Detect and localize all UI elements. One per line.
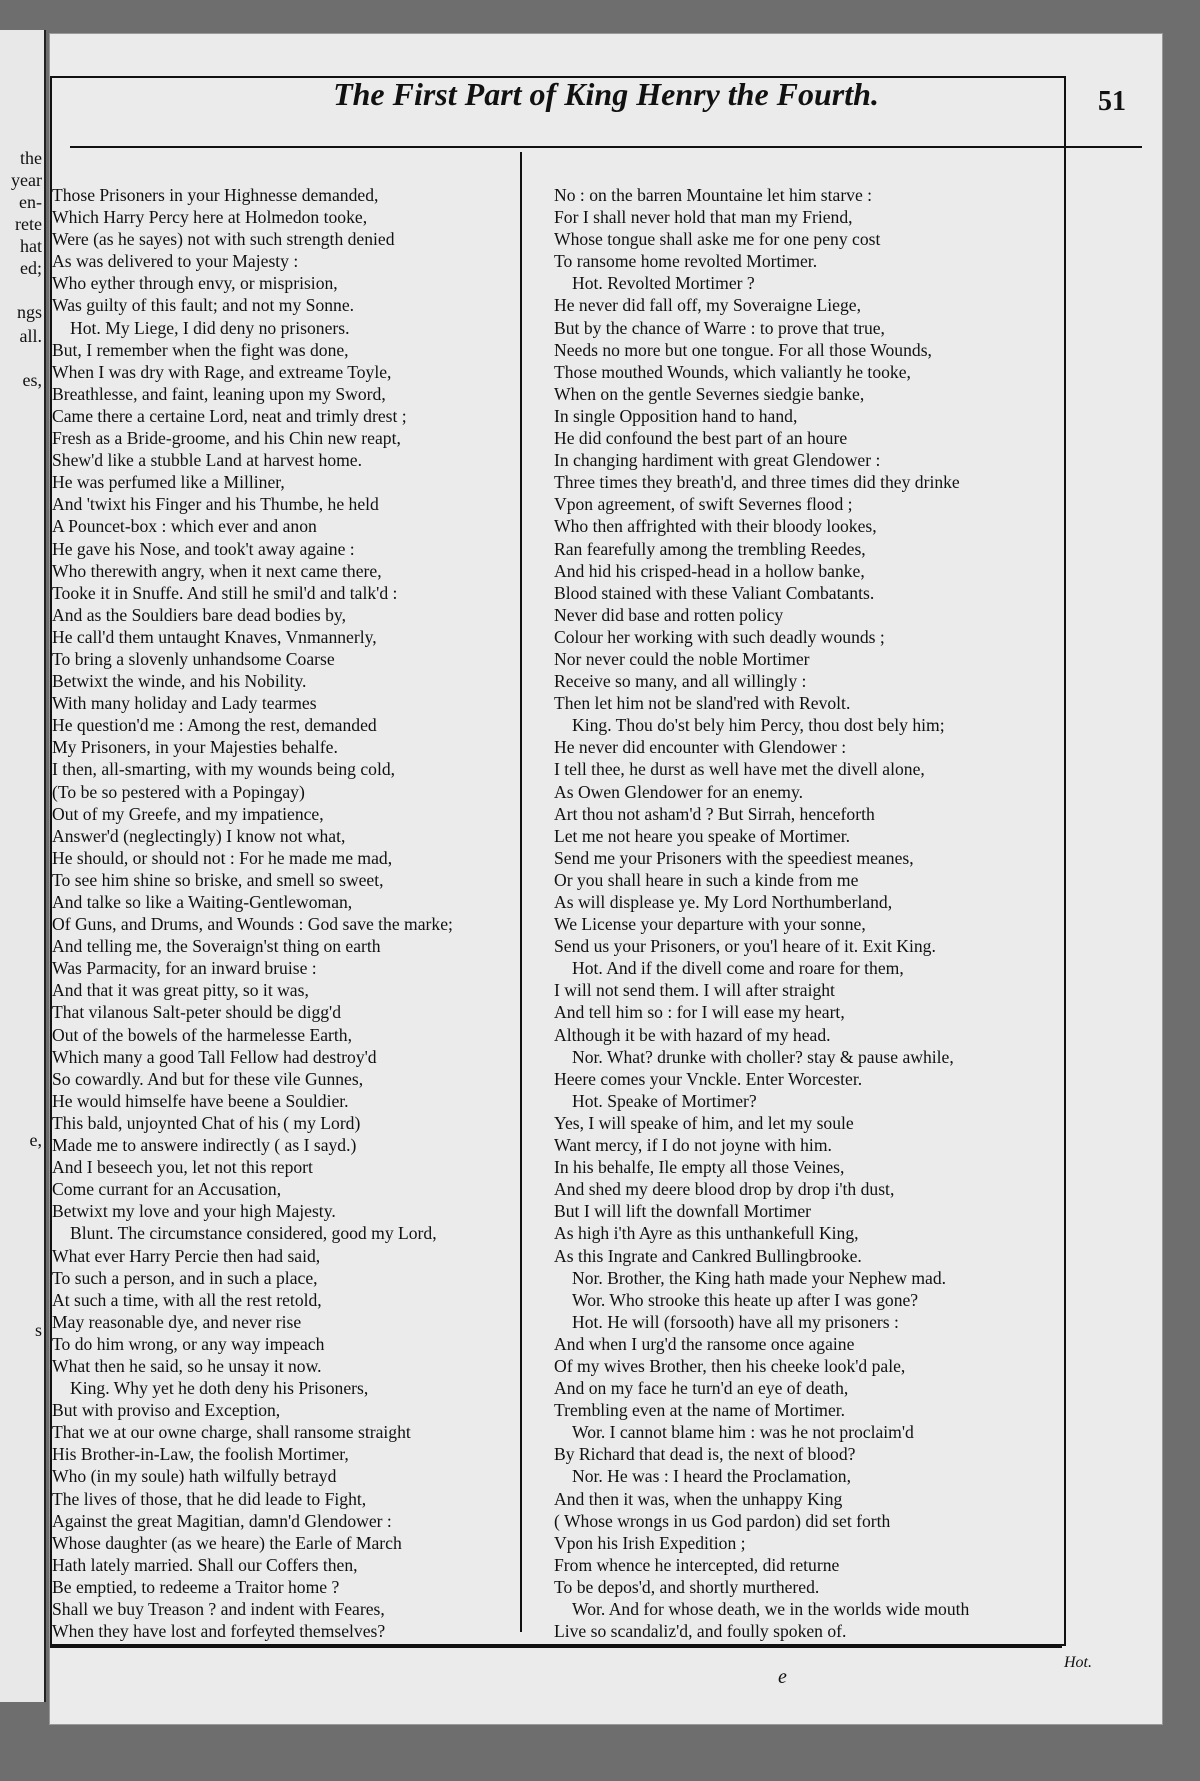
text-line: At such a time, with all the rest retold, (52, 1289, 322, 1310)
text-line: As Owen Glendower for an enemy. (554, 781, 804, 802)
prev-page-fragment: year (11, 170, 42, 190)
prev-page-fragment: ed; (20, 258, 42, 278)
text-line: His Brother-in-Law, the foolish Mortimer, (52, 1444, 349, 1465)
text-line: Vpon his Irish Expedition ; (554, 1532, 746, 1553)
text-line: A Pouncet-box : which ever and anon (52, 516, 317, 537)
running-title: The First Part of King Henry the Fourth. (333, 76, 879, 112)
text-line: I tell thee, he durst as well have met the divell alone, (554, 759, 925, 780)
text-line: Three times they breath'd, and three times did they drinke (554, 472, 960, 493)
prev-page-fragment: the (20, 148, 42, 168)
text-line: The lives of those, that he did leade to Fight, (52, 1488, 367, 1509)
text-line: And that it was great pitty, so it was, (52, 980, 309, 1001)
text-line: Breathlesse, and faint, leaning upon my Sword, (52, 383, 386, 404)
text-line: Which many a good Tall Fellow had destroy'd (52, 1046, 377, 1067)
text-line: He gave his Nose, and took't away againe : (52, 538, 355, 559)
text-line: Shew'd like a stubble Land at harvest home. (52, 450, 363, 471)
text-line: Hot. He will (forsooth) have all my prisoners : (572, 1311, 899, 1332)
text-line: Ran fearefully among the trembling Reedes, (554, 538, 866, 559)
text-line: (To be so pestered with a Popingay) (52, 781, 305, 802)
text-line: Then let him not be sland'red with Revolt. (554, 693, 851, 714)
text-line: Was Parmacity, for an inward bruise : (52, 958, 317, 979)
text-line: He call'd them untaught Knaves, Vnmannerly, (52, 626, 377, 647)
text-line: But with proviso and Exception, (52, 1400, 281, 1421)
text-line: Fresh as a Bride-groome, and his Chin new reapt, (52, 428, 401, 449)
text-line: When I was dry with Rage, and extreame Toyle, (52, 361, 392, 382)
text-line: Send us your Prisoners, or you'l heare of it. Exit King. (554, 936, 936, 957)
text-line: Nor. He was : I heard the Proclamation, (572, 1466, 851, 1487)
prev-page-fragment: ngs (16, 302, 42, 322)
text-line: With many holiday and Lady tearmes (52, 693, 317, 714)
text-line: As this Ingrate and Cankred Bullingbrooke. (554, 1245, 862, 1266)
text-line: For I shall never hold that man my Friend, (554, 207, 853, 228)
text-line: No : on the barren Mountaine let him starve : (554, 185, 873, 205)
text-line: Answer'd (neglectingly) I know not what, (52, 825, 346, 846)
text-line: I will not send them. I will after straight (554, 980, 835, 1001)
text-line: He was perfumed like a Milliner, (52, 472, 285, 493)
text-line: ( Whose wrongs in us God pardon) did set forth (554, 1510, 891, 1531)
text-line: To be depos'd, and shortly murthered. (554, 1576, 820, 1597)
text-line: Send me your Prisoners with the speediest meanes, (554, 847, 914, 868)
text-line: Made me to answere indirectly ( as I sayd.) (52, 1135, 357, 1156)
text-line: That vilanous Salt-peter should be digg'd (52, 1002, 342, 1023)
text-line: When on the gentle Severnes siedgie banke, (554, 383, 865, 404)
text-line: Of my wives Brother, then his cheeke look'd pale, (554, 1355, 906, 1376)
text-line: Hath lately married. Shall our Coffers then, (52, 1554, 358, 1575)
text-line: As will displease ye. My Lord Northumberland, (554, 892, 893, 912)
text-line: Let me not heare you speake of Mortimer. (554, 825, 851, 846)
text-line: Out of my Greefe, and my impatience, (52, 803, 324, 824)
text-line: Trembling even at the name of Mortimer. (554, 1400, 846, 1421)
text-line: Out of the bowels of the harmelesse Earth, (52, 1024, 352, 1045)
text-line: So cowardly. And but for these vile Gunnes, (52, 1068, 364, 1089)
text-line: Although it be with hazard of my head. (554, 1024, 831, 1045)
text-line: Wor. And for whose death, we in the worlds wide mouth (572, 1599, 970, 1619)
text-line: Art thou not asham'd ? But Sirrah, henceforth (554, 803, 875, 824)
text-line: May reasonable dye, and never rise (52, 1311, 302, 1332)
text-line: To bring a slovenly unhandsome Coarse (52, 648, 335, 669)
text-line: King. Why yet he doth deny his Prisoners, (70, 1378, 369, 1399)
text-line: In changing hardiment with great Glendower : (554, 450, 881, 471)
text-line: To such a person, and in such a place, (52, 1267, 318, 1288)
text-line: Nor. Brother, the King hath made your Nephew mad. (572, 1267, 947, 1288)
prev-page-fragment: en- (19, 192, 42, 212)
text-line: What ever Harry Percie then had said, (52, 1245, 321, 1266)
prev-page-fragment: e, (29, 1130, 42, 1150)
text-line: Wor. I cannot blame him : was he not proclaim'd (572, 1422, 914, 1443)
text-line: And I beseech you, let not this report (52, 1157, 313, 1178)
text-line: Want mercy, if I do not joyne with him. (554, 1135, 832, 1156)
text-line: He did confound the best part of an houre (554, 428, 848, 449)
text-line: And as the Souldiers bare dead bodies by, (52, 604, 346, 625)
prev-page-fragment: s (34, 1320, 42, 1340)
text-line: Heere comes your Vnckle. Enter Worcester. (554, 1068, 863, 1089)
text-line: And on my face he turn'd an eye of death, (554, 1378, 849, 1399)
text-line: And 'twixt his Finger and his Thumbe, he held (52, 494, 379, 515)
text-line: And shed my deere blood drop by drop i'th dust, (554, 1179, 895, 1200)
text-line: Or you shall heare in such a kinde from me (554, 869, 859, 890)
text-line: Colour her working with such deadly wounds ; (554, 626, 885, 647)
text-line: Yes, I will speake of him, and let my soule (554, 1112, 854, 1133)
text-line: But I will lift the downfall Mortimer (554, 1201, 812, 1222)
text-line: Were (as he sayes) not with such strength denied (52, 229, 395, 250)
text-line: Hot. Speake of Mortimer? (572, 1090, 757, 1111)
catchword: Hot. (1064, 1654, 1092, 1671)
text-line: Blunt. The circumstance considered, good my Lord, (70, 1223, 437, 1244)
text-line: That we at our owne charge, shall ransome straight (52, 1422, 411, 1443)
folio-page (50, 34, 1162, 1724)
text-line: To do him wrong, or any way impeach (52, 1333, 325, 1354)
text-line: He should, or should not : For he made me mad, (52, 847, 393, 868)
text-line: But, I remember when the fight was done, (52, 339, 349, 360)
text-line: Blood stained with these Valiant Combatants. (554, 582, 875, 603)
text-line: He question'd me : Among the rest, demanded (52, 715, 377, 736)
text-line: King. Thou do'st bely him Percy, thou dost bely him; (572, 715, 945, 736)
text-line: Those Prisoners in your Highnesse demanded, (52, 185, 379, 205)
text-line: As high i'th Ayre as this unthankefull King, (554, 1223, 859, 1244)
left-column (52, 184, 492, 1642)
text-line: Who then affrighted with their bloody lookes, (554, 516, 877, 537)
text-line: Whose daughter (as we heare) the Earle of March (52, 1532, 402, 1553)
text-line: Came there a certaine Lord, neat and trimly drest ; (52, 405, 407, 426)
text-line: Who (in my soule) hath wilfully betrayd (52, 1466, 337, 1487)
text-line: Come currant for an Accusation, (52, 1179, 282, 1200)
prev-page-fragment: hat (20, 236, 42, 256)
signature-mark: e (778, 1666, 787, 1688)
prev-page-fragment: all. (19, 326, 42, 346)
text-line: We License your departure with your sonne, (554, 914, 866, 935)
page-number: 51 (1098, 86, 1126, 117)
text-line: This bald, unjoynted Chat of his ( my Lord) (52, 1112, 361, 1133)
text-line: Wor. Who strooke this heate up after I was gone? (572, 1289, 919, 1310)
text-line: When they have lost and forfeyted themselves? (52, 1621, 386, 1642)
text-line: By Richard that dead is, the next of blood? (554, 1444, 856, 1465)
text-line: He never did encounter with Glendower : (554, 737, 847, 758)
text-line: I then, all-smarting, with my wounds being cold, (52, 759, 396, 780)
text-line: To see him shine so briske, and smell so sweet, (52, 869, 384, 890)
text-line: Hot. And if the divell come and roare for them, (572, 958, 904, 979)
text-line: Receive so many, and all willingly : (554, 671, 807, 692)
text-line: Betwixt the winde, and his Nobility. (52, 671, 307, 692)
text-line: Who therewith angry, when it next came there, (52, 560, 382, 581)
text-line: And tell him so : for I will ease my heart, (554, 1002, 845, 1023)
text-line: From whence he intercepted, did returne (554, 1554, 840, 1575)
text-line: Needs no more but one tongue. For all those Wounds, (554, 339, 932, 360)
text-line: Tooke it in Snuffe. And still he smil'd and talk'd : (52, 582, 398, 603)
text-line: And then it was, when the unhappy King (554, 1488, 843, 1509)
text-line: What then he said, so he unsay it now. (52, 1355, 322, 1376)
text-line: Vpon agreement, of swift Severnes flood ; (554, 494, 853, 515)
text-line: And hid his crisped-head in a hollow banke, (554, 560, 865, 581)
prev-page-fragment: rete (15, 214, 42, 234)
column-separator (520, 152, 522, 1632)
text-line: Hot. My Liege, I did deny no prisoners. (70, 317, 350, 338)
text-line: But by the chance of Warre : to prove that true, (554, 317, 885, 338)
text-line: Which Harry Percy here at Holmedon tooke, (52, 207, 368, 228)
text-line: Nor. What? drunke with choller? stay & pause awhile, (572, 1046, 954, 1067)
text-line: He never did fall off, my Soveraigne Liege, (554, 295, 861, 316)
text-line: He would himselfe have beene a Souldier. (52, 1090, 349, 1111)
prev-page-fragment: es, (22, 370, 42, 390)
text-line: And when I urg'd the ransome once againe (554, 1333, 855, 1354)
text-line: In his behalfe, Ile empty all those Veines, (554, 1157, 845, 1178)
text-line: Live so scandaliz'd, and foully spoken of. (554, 1621, 847, 1642)
text-line: Who eyther through envy, or misprision, (52, 273, 338, 294)
text-line: And telling me, the Soveraign'st thing on earth (52, 936, 381, 957)
text-line: Was guilty of this fault; and not my Sonne. (52, 295, 355, 316)
text-line: To ransome home revolted Mortimer. (554, 251, 818, 272)
text-line: And talke so like a Waiting-Gentlewoman, (52, 892, 353, 912)
text-line: Shall we buy Treason ? and indent with Feares, (52, 1599, 385, 1619)
text-line: Against the great Magitian, damn'd Glendower : (52, 1510, 392, 1531)
text-line: My Prisoners, in your Majesties behalfe. (52, 737, 338, 758)
header-rule (70, 146, 1142, 148)
text-line: Those mouthed Wounds, which valiantly he tooke, (554, 361, 911, 382)
text-line: Whose tongue shall aske me for one peny cost (554, 229, 881, 250)
previous-page-edge (0, 30, 46, 1702)
text-line: Betwixt my love and your high Majesty. (52, 1201, 336, 1222)
text-line: Hot. Revolted Mortimer ? (572, 273, 755, 294)
text-line: Of Guns, and Drums, and Wounds : God save the marke; (52, 914, 453, 935)
text-line: In single Opposition hand to hand, (554, 405, 798, 426)
right-column (554, 184, 1074, 1642)
text-line: As was delivered to your Majesty : (52, 251, 299, 272)
footer-rule (50, 1646, 1062, 1648)
text-line: Be emptied, to redeeme a Traitor home ? (52, 1576, 340, 1597)
text-line: Nor never could the noble Mortimer (554, 648, 810, 669)
text-line: Never did base and rotten policy (554, 604, 784, 625)
